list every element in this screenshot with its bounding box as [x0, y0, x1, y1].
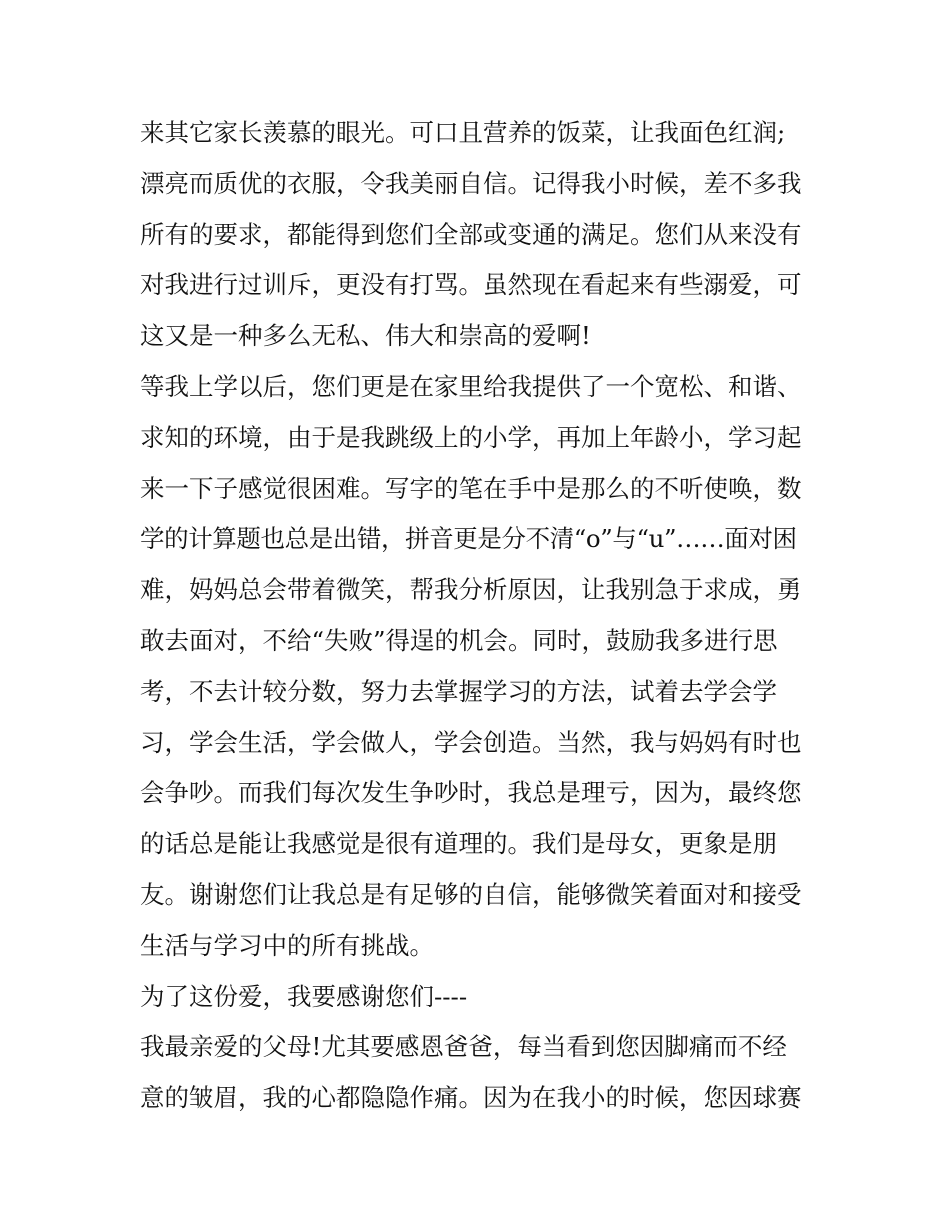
text-line-4: 对我进行过训斥，更没有打骂。虽然现在看起来有些溺爱，可: [140, 270, 802, 300]
text-line-2: 漂亮而质优的衣服，令我美丽自信。记得我小时候，差不多我: [140, 168, 802, 198]
text-line-7: 求知的环境，由于是我跳级上的小学，再加上年龄小，学习起: [140, 422, 802, 452]
text-line-20: 意的皱眉，我的心都隐隐作痛。因为在我小的时候，您因球赛: [140, 1083, 802, 1113]
text-line-16: 友。谢谢您们让我总是有足够的自信，能够微笑着面对和接受: [140, 879, 802, 909]
text-line-17: 生活与学习中的所有挑战。: [140, 930, 434, 960]
text-line-14: 会争吵。而我们每次发生争吵时，我总是理亏，因为，最终您: [140, 778, 802, 808]
text-line-9: 学的计算题也总是出错，拼音更是分不清“o”与“u”……面对困: [140, 524, 797, 554]
text-line-6: 等我上学以后，您们更是在家里给我提供了一个宽松、和谐、: [140, 371, 802, 401]
text-line-15: 的话总是能让我感觉是很有道理的。我们是母女，更象是朋: [140, 829, 777, 859]
text-line-3: 所有的要求，都能得到您们全部或变通的满足。您们从来没有: [140, 219, 802, 249]
text-line-11: 敢去面对，不给“失败”得逞的机会。同时，鼓励我多进行思: [140, 625, 778, 655]
text-line-12: 考，不去计较分数，努力去掌握学习的方法，试着去学会学: [140, 676, 777, 706]
text-line-8: 来一下子感觉很困难。写字的笔在手中是那么的不听使唤，数: [140, 473, 802, 503]
text-line-13: 习，学会生活，学会做人，学会创造。当然，我与妈妈有时也: [140, 727, 802, 757]
text-line-10: 难，妈妈总会带着微笑，帮我分析原因，让我别急于求成，勇: [140, 575, 802, 605]
text-line-19: 我最亲爱的父母!尤其要感恩爸爸，每当看到您因脚痛而不经: [140, 1032, 787, 1062]
text-line-18: 为了这份爱，我要感谢您们----: [140, 981, 468, 1011]
body-text: [140, 108, 820, 1124]
text-line-5: 这又是一种多么无私、伟大和崇高的爱啊!: [140, 321, 591, 351]
text-line-1: 来其它家长羡慕的眼光。可口且营养的饭菜，让我面色红润;: [140, 118, 786, 147]
